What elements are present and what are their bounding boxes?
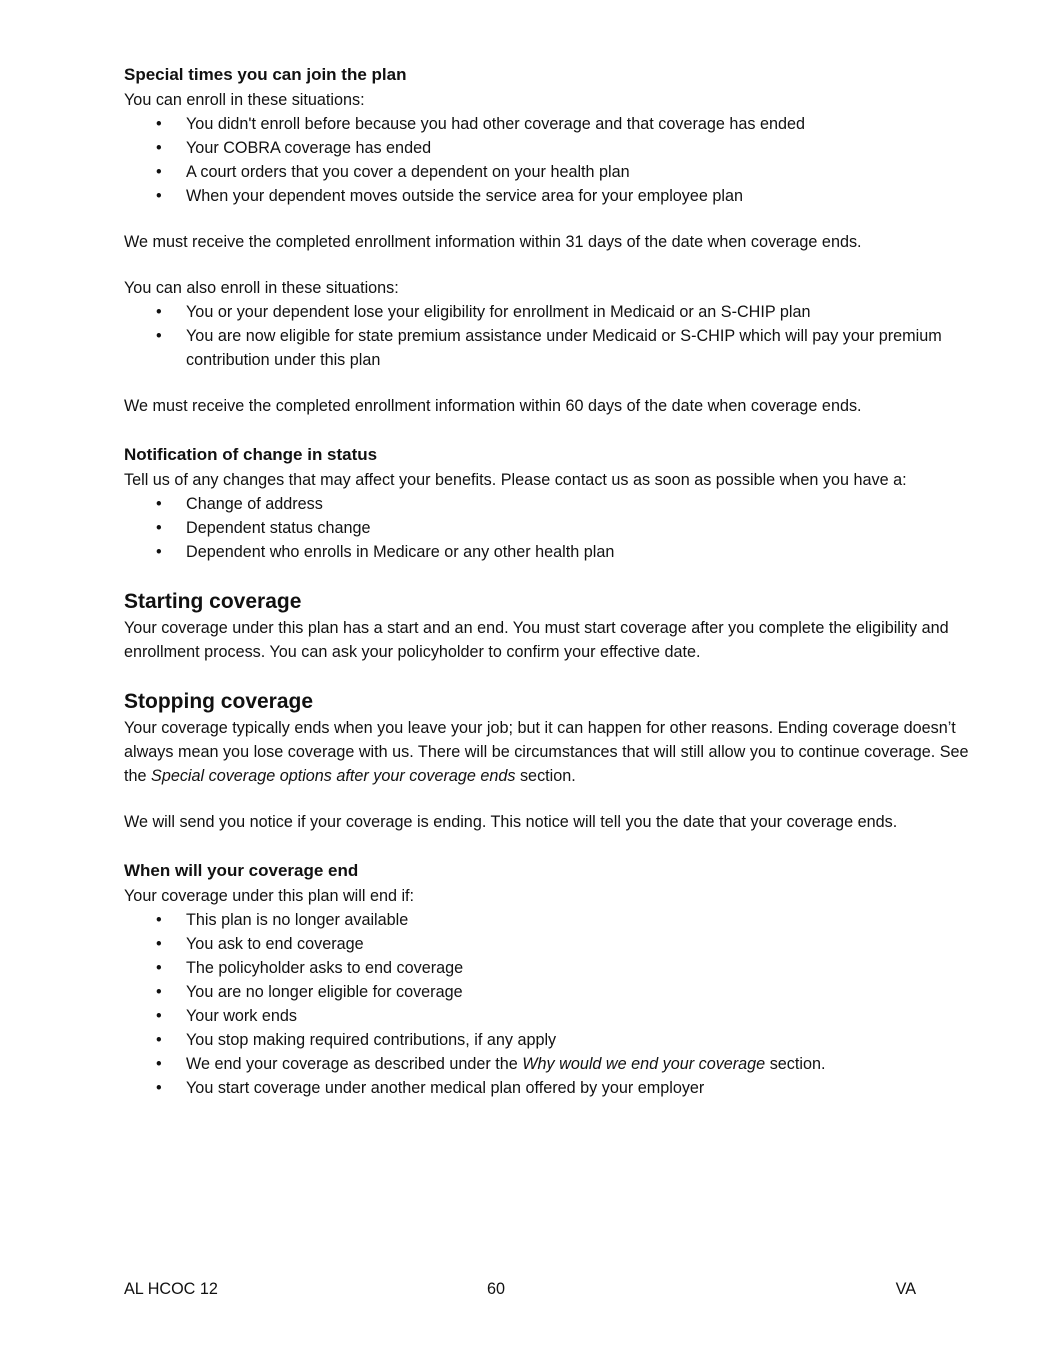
list-item: • You stop making required contributions, if any apply	[186, 1028, 984, 1052]
list-item: • You didn't enroll before because you had other coverage and that coverage has ended	[186, 112, 984, 136]
coverage-end-list	[124, 908, 984, 1100]
list-item: • You are no longer eligible for coverage	[186, 980, 984, 1004]
deadline-31-days: We must receive the completed enrollment information within 31 days of the date when coverage ends.	[124, 233, 862, 251]
list-item: • A court orders that you cover a dependent on your health plan	[186, 160, 984, 184]
list-item: • This plan is no longer available	[186, 908, 984, 932]
page-number: 60	[487, 1280, 506, 1298]
stopping-coverage-heading: Stopping coverage	[124, 690, 314, 713]
list-item: • When your dependent moves outside the service area for your employee plan	[186, 184, 984, 208]
coverage-notice: We will send you notice if your coverage is ending. This notice will tell you the date that your coverage ends.	[124, 813, 898, 831]
footer-document-code: AL HCOC 12	[124, 1280, 218, 1298]
notification-intro: Tell us of any changes that may affect your benefits. Please contact us as soon as possible when you have a:	[124, 471, 907, 489]
special-coverage-options-reference: Special coverage options after your coverage ends	[151, 767, 516, 785]
list-item: • You or your dependent lose your eligibility for enrollment in Medicaid or an S-CHIP plan	[186, 300, 984, 324]
list-item: • You are now eligible for state premium assistance under Medicaid or S-CHIP which will pay your premium contribution under this plan	[186, 324, 984, 372]
list-item: • You start coverage under another medical plan offered by your employer	[186, 1076, 984, 1100]
list-item: • Your COBRA coverage has ended	[186, 136, 984, 160]
document-page	[124, 62, 984, 1100]
stopping-coverage-body: Your coverage typically ends when you leave your job; but it can happen for other reasons. Ending coverage doesn’t always mean you lose coverage with us. There will be circumstances that will still allow you to continue coverage. See the Special coverage options after your coverage ends section.	[124, 719, 969, 785]
list-item: • We end your coverage as described under the Why would we end your coverage section.	[186, 1052, 984, 1076]
also-enroll-intro: You can also enroll in these situations:	[124, 279, 399, 297]
special-times-list	[124, 112, 984, 208]
list-item: • The policyholder asks to end coverage	[186, 956, 984, 980]
deadline-60-days: We must receive the completed enrollment information within 60 days of the date when coverage ends.	[124, 397, 862, 415]
list-item: • Your work ends	[186, 1004, 984, 1028]
list-item: • You ask to end coverage	[186, 932, 984, 956]
special-times-intro: You can enroll in these situations:	[124, 91, 365, 109]
when-coverage-end-intro: Your coverage under this plan will end if:	[124, 887, 415, 905]
notification-list	[124, 492, 984, 564]
starting-coverage-heading: Starting coverage	[124, 590, 302, 613]
special-times-heading: Special times you can join the plan	[124, 65, 407, 84]
page-footer	[124, 1280, 916, 1304]
list-item: • Dependent who enrolls in Medicare or any other health plan	[186, 540, 984, 564]
also-enroll-list	[124, 300, 984, 372]
footer-state-code: VA	[895, 1280, 916, 1298]
list-item: • Dependent status change	[186, 516, 984, 540]
starting-coverage-body: Your coverage under this plan has a start and an end. You must start coverage after you complete the eligibility and enrollment process. You can ask your policyholder to confirm your effective date.	[124, 619, 949, 661]
notification-heading: Notification of change in status	[124, 445, 378, 464]
list-item: • Change of address	[186, 492, 984, 516]
when-coverage-end-heading: When will your coverage end	[124, 861, 359, 880]
why-end-coverage-reference: Why would we end your coverage	[522, 1055, 766, 1073]
